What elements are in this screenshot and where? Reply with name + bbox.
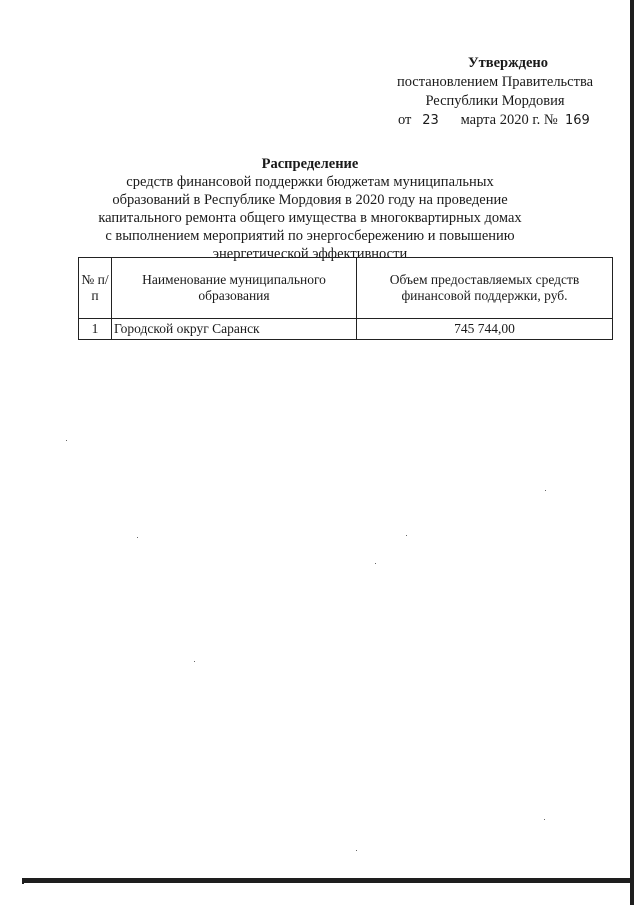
approval-date-line <box>380 111 610 130</box>
row-amount: 745 744,00 <box>357 319 613 340</box>
scan-speck <box>137 537 138 538</box>
header-name: Наименование муниципального образования <box>112 258 357 319</box>
scan-speck <box>406 535 407 536</box>
scan-border-corner <box>22 878 24 884</box>
heading-subtitle: средств финансовой поддержки бюджетам муниципальных образований в Республике Мордовия в 2020 году на проведение капитального ремонта общего имущества в многоквартирных домах с выполнением мероприятий по энергосбережению и повышению энергетической эффективности <box>98 174 522 262</box>
scan-border-bottom <box>22 878 634 883</box>
scan-speck <box>66 440 67 441</box>
scan-speck <box>194 661 195 662</box>
scan-speck <box>545 490 546 491</box>
distribution-table <box>78 257 613 340</box>
header-amount: Объем предоставляемых средств финансовой поддержки, руб. <box>357 258 613 319</box>
table-row <box>79 319 613 340</box>
header-num: № п/п <box>79 258 112 319</box>
approval-line-2: Республики Мордовия <box>425 93 565 109</box>
row-name: Городской округ Саранск <box>112 319 357 340</box>
row-num: 1 <box>79 319 112 340</box>
date-rest: марта 2020 г. № <box>460 112 558 128</box>
decree-number: 169 <box>565 113 590 128</box>
document-heading <box>95 155 525 263</box>
scan-speck <box>375 563 376 564</box>
approval-title: Утверждено <box>468 55 548 71</box>
table-header-row <box>79 258 613 319</box>
approval-stamp <box>380 54 610 130</box>
heading-title: Распределение <box>261 156 359 172</box>
scan-speck <box>544 819 545 820</box>
approval-line-1: постановлением Правительства <box>396 74 594 90</box>
scan-speck <box>356 850 357 851</box>
date-day: 23 <box>422 113 439 128</box>
date-prefix: от <box>398 112 412 128</box>
scan-border-right <box>630 0 634 905</box>
